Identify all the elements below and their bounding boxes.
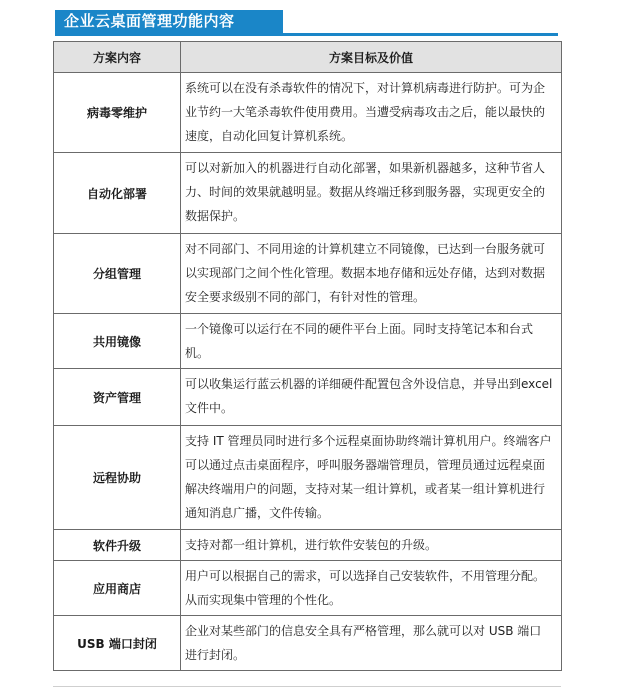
title-bar [55,10,558,36]
row-label: 应用商店 [54,561,181,616]
table-row [54,616,562,671]
bottom-divider [53,686,561,687]
table-row [54,426,562,530]
row-label: 共用镜像 [54,314,181,369]
row-label: 自动化部署 [54,153,181,234]
row-description: 系统可以在没有杀毒软件的情况下，对计算机病毒进行防护。可为企业节约一大笔杀毒软件使用费用。当遭受病毒攻击之后，能以最快的速度，自动化回复计算机系统。 [181,73,562,153]
row-description: 一个镜像可以运行在不同的硬件平台上面。同时支持笔记本和台式机。 [181,314,562,369]
page-title: 企业云桌面管理功能内容 [55,10,283,33]
row-description: 可以收集运行蓝云机器的详细硬件配置包含外设信息，并导出到excel 文件中。 [181,369,562,426]
header-cell-value: 方案目标及价值 [181,42,562,73]
row-label: 分组管理 [54,234,181,314]
row-description: 企业对某些部门的信息安全具有严格管理，那么就可以对 USB 端口进行封闭。 [181,616,562,671]
row-label: 远程协助 [54,426,181,530]
row-description: 支持对都一组计算机，进行软件安装包的升级。 [181,530,562,561]
feature-table [53,41,562,671]
row-description: 支持 IT 管理员同时进行多个远程桌面协助终端计算机用户。终端客户可以通过点击桌面程序，呼叫服务器端管理员，管理员通过远程桌面解决终端用户的问题，支持对某一组计算机，或者某一组计算机进行通知消息广播，文件传输。 [181,426,562,530]
row-description: 可以对新加入的机器进行自动化部署，如果新机器越多，这种节省人力、时间的效果就越明显。数据从终端迁移到服务器，实现更安全的数据保护。 [181,153,562,234]
row-label: 病毒零维护 [54,73,181,153]
table-row [54,73,562,153]
table-row [54,530,562,561]
row-description: 用户可以根据自己的需求，可以选择自己安装软件，不用管理分配。从而实现集中管理的个性化。 [181,561,562,616]
row-description: 对不同部门、不同用途的计算机建立不同镜像，已达到一台服务就可以实现部门之间个性化管理。数据本地存储和远处存储，达到对数据安全要求级别不同的部门，有针对性的管理。 [181,234,562,314]
table-row [54,153,562,234]
table-row [54,234,562,314]
table-header-row [54,42,562,73]
table-row [54,369,562,426]
feature-table-wrapper [53,41,561,671]
row-label: 资产管理 [54,369,181,426]
header-cell-content: 方案内容 [54,42,181,73]
row-label: 软件升级 [54,530,181,561]
table-row [54,314,562,369]
row-label: USB 端口封闭 [54,616,181,671]
table-row [54,561,562,616]
